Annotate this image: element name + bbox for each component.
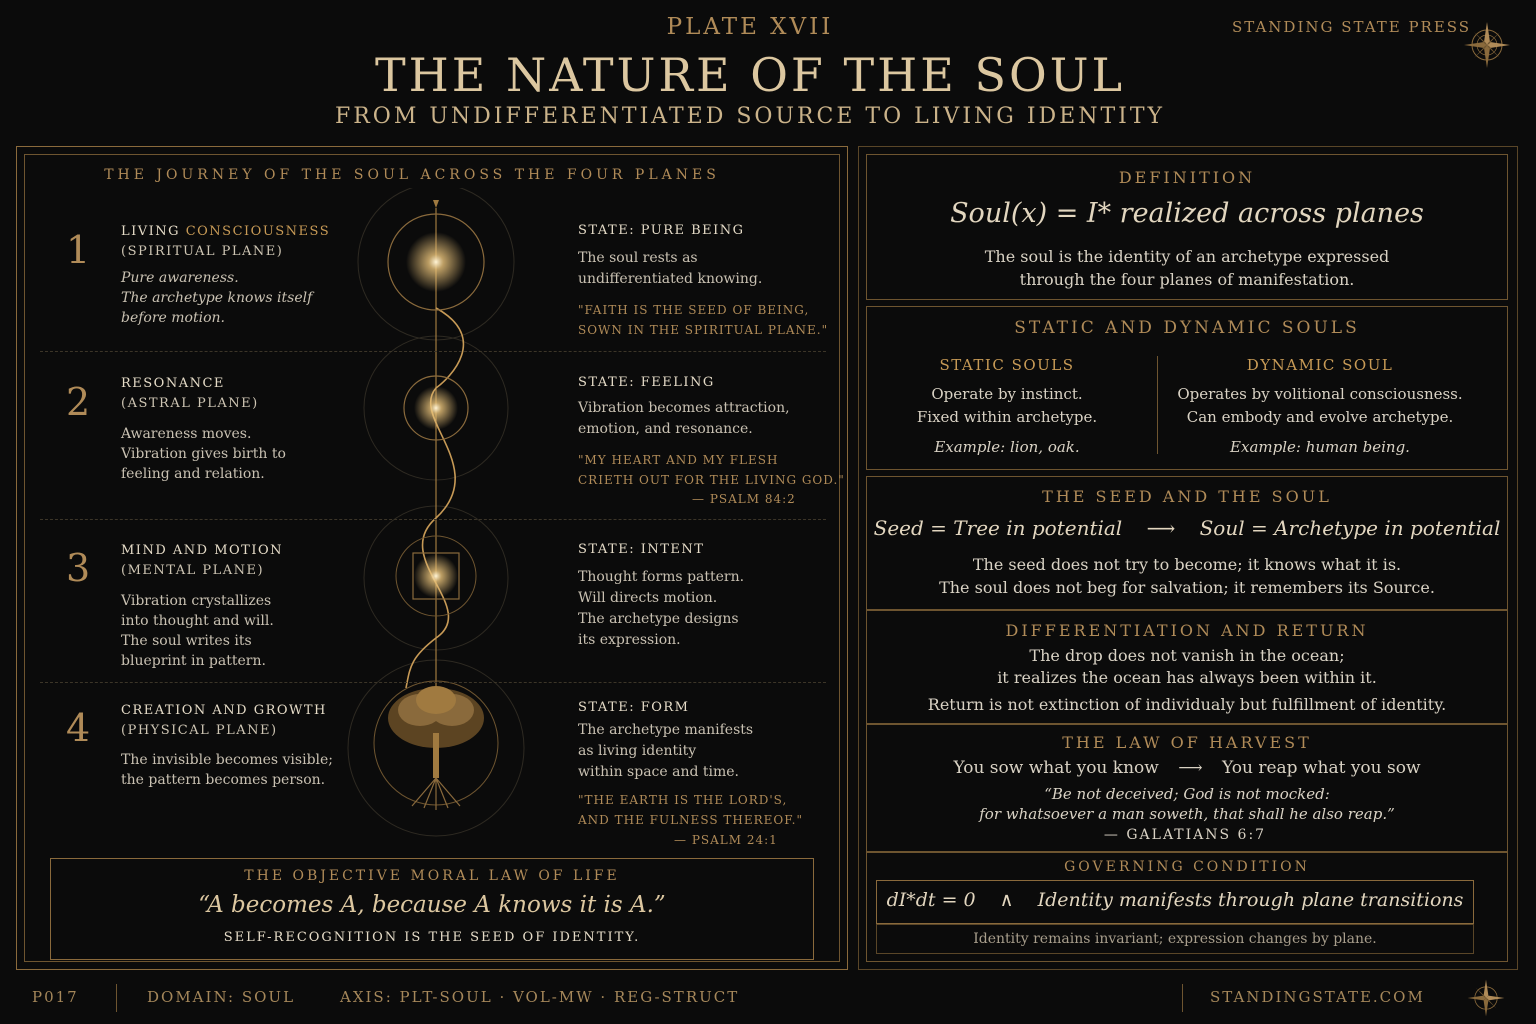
plane-divider bbox=[40, 351, 826, 352]
footer-separator bbox=[116, 984, 117, 1012]
state-desc-line: undifferentiated knowing. bbox=[578, 271, 763, 287]
harvest-heading: THE LAW OF HARVEST bbox=[1062, 733, 1312, 752]
seed-formula-right: Soul = Archetype in potential bbox=[1199, 516, 1501, 540]
static-dynamic-heading: STATIC AND DYNAMIC SOULS bbox=[1014, 318, 1360, 338]
plane-number-3: 3 bbox=[66, 546, 91, 590]
governing-formula-right: Identity manifests through plane transitions bbox=[1037, 889, 1464, 911]
definition-text bbox=[866, 245, 1508, 291]
state-desc-3 bbox=[578, 567, 744, 651]
plane-desc-3-line: blueprint in pattern. bbox=[121, 653, 266, 669]
plane-desc-1-line: Pure awareness. bbox=[121, 270, 239, 286]
plate-number: PLATE XVII bbox=[666, 14, 834, 40]
arrow-right-icon: ⟶ bbox=[1178, 758, 1203, 778]
plane-divider bbox=[40, 682, 826, 683]
dynamic-soul-example: Example: human being. bbox=[1230, 438, 1410, 456]
dynamic-soul-line: Operates by volitional consciousness. bbox=[1177, 385, 1463, 403]
moral-law-footer: SELF-RECOGNITION IS THE SEED OF IDENTITY. bbox=[223, 930, 641, 945]
plane-divider bbox=[40, 519, 826, 520]
tree-of-life-icon bbox=[388, 686, 484, 810]
static-souls-line: Fixed within archetype. bbox=[916, 408, 1098, 426]
quote-line: "MY HEART AND MY FLESH bbox=[578, 453, 779, 467]
plane-desc-1-line: The archetype knows itself bbox=[121, 290, 313, 306]
seed-soul-text bbox=[866, 553, 1508, 599]
compass-rose-icon bbox=[1462, 20, 1512, 70]
seed-soul-line: The seed does not try to become; it knows what it is. bbox=[972, 555, 1402, 574]
plane-desc-1 bbox=[121, 268, 312, 328]
moral-law-heading: THE OBJECTIVE MORAL LAW OF LIFE bbox=[244, 868, 620, 884]
plane-desc-2-line: Vibration gives birth to bbox=[121, 446, 286, 462]
harvest-quote-line: for whatsoever a man soweth, that shall he also reap.” bbox=[979, 805, 1395, 823]
static-souls-title: STATIC SOULS bbox=[939, 356, 1075, 374]
plane-title-2 bbox=[121, 374, 259, 414]
harvest-quote-line: “Be not deceived; God is not mocked: bbox=[1044, 785, 1330, 803]
page-title: THE NATURE OF THE SOUL bbox=[374, 48, 1126, 102]
publisher-label: STANDING STATE PRESS bbox=[1232, 18, 1472, 36]
moral-law-quote: “A becomes A, because A knows it is A.” bbox=[198, 892, 666, 918]
plane-title-1-a: LIVING bbox=[121, 224, 186, 239]
state-desc-4 bbox=[578, 720, 753, 783]
plane-title-3 bbox=[121, 541, 283, 581]
differentiation-heading: DIFFERENTIATION AND RETURN bbox=[1005, 621, 1369, 640]
plane-subtitle-1: (SPIRITUAL PLANE) bbox=[121, 244, 284, 259]
state-desc-line: The soul rests as bbox=[578, 250, 698, 266]
plane-number-2: 2 bbox=[66, 380, 91, 424]
state-desc-line: as living identity bbox=[578, 743, 697, 759]
plane-desc-1-line: before motion. bbox=[121, 310, 225, 326]
quote-line: SOWN IN THE SPIRITUAL PLANE." bbox=[578, 323, 829, 337]
quote-1 bbox=[578, 300, 828, 340]
plane-desc-4-line: the pattern becomes person. bbox=[121, 772, 326, 788]
static-souls-example: Example: lion, oak. bbox=[934, 438, 1080, 456]
harvest-left: You sow what you know bbox=[953, 758, 1159, 778]
dynamic-soul-column bbox=[1170, 354, 1470, 459]
footer-site-link[interactable]: STANDINGSTATE.COM bbox=[1210, 988, 1425, 1006]
harvest-formula bbox=[866, 757, 1508, 780]
sun-star-icon bbox=[406, 232, 466, 292]
citation-2: — PSALM 84:2 bbox=[692, 492, 796, 506]
plane-title-3-text: MIND AND MOTION bbox=[121, 543, 284, 558]
quote-4 bbox=[578, 790, 803, 830]
harvest-quote bbox=[866, 784, 1508, 824]
plane-title-2-text: RESONANCE bbox=[121, 376, 225, 391]
dynamic-soul-line: Can embody and evolve archetype. bbox=[1186, 408, 1454, 426]
footer-axis: AXIS: PLT-SOUL · VOL-MW · REG-STRUCT bbox=[340, 988, 740, 1006]
plane-desc-2-line: Awareness moves. bbox=[121, 426, 252, 442]
compass-rose-icon bbox=[1466, 978, 1506, 1018]
state-desc-line: The archetype manifests bbox=[578, 722, 754, 738]
differentiation-line: it realizes the ocean has always been within it. bbox=[997, 668, 1377, 687]
plane-desc-4-line: The invisible becomes visible; bbox=[121, 752, 334, 768]
state-desc-1 bbox=[578, 248, 762, 290]
state-desc-line: The archetype designs bbox=[578, 611, 739, 627]
governing-formula bbox=[876, 889, 1474, 911]
plane-number-1: 1 bbox=[66, 228, 91, 272]
state-desc-line: Will directs motion. bbox=[578, 590, 718, 606]
governing-formula-left: dI*dt = 0 bbox=[886, 889, 976, 911]
definition-line: The soul is the identity of an archetype expressed bbox=[984, 247, 1390, 266]
arrow-right-icon: ⟶ bbox=[1146, 516, 1176, 540]
plane-title-1 bbox=[121, 222, 330, 262]
footer-code: P017 bbox=[32, 988, 79, 1006]
quote-line: "THE EARTH IS THE LORD'S, bbox=[578, 793, 788, 807]
state-desc-line: within space and time. bbox=[578, 764, 740, 780]
column-divider bbox=[1157, 356, 1158, 454]
plane-subtitle-2: (ASTRAL PLANE) bbox=[121, 396, 259, 411]
quote-2 bbox=[578, 450, 845, 490]
quote-line: "FAITH IS THE SEED OF BEING, bbox=[578, 303, 810, 317]
footer-separator bbox=[1182, 984, 1183, 1012]
plane-desc-3 bbox=[121, 591, 274, 671]
harvest-right: You reap what you sow bbox=[1222, 758, 1421, 778]
plane-desc-2-line: feeling and relation. bbox=[121, 466, 265, 482]
plane-subtitle-4: (PHYSICAL PLANE) bbox=[121, 723, 278, 738]
differentiation-text bbox=[866, 645, 1508, 689]
state-desc-line: Vibration becomes attraction, bbox=[578, 400, 790, 416]
logical-and-operator: ∧ bbox=[999, 889, 1014, 911]
state-desc-line: Thought forms pattern. bbox=[578, 569, 745, 585]
definition-line: through the four planes of manifestation. bbox=[1019, 270, 1355, 289]
state-desc-line: its expression. bbox=[578, 632, 681, 648]
state-2: STATE: FEELING bbox=[578, 375, 715, 390]
plane-title-4 bbox=[121, 701, 327, 741]
journey-heading: THE JOURNEY OF THE SOUL ACROSS THE FOUR PLANES bbox=[104, 167, 720, 183]
state-1: STATE: PURE BEING bbox=[578, 223, 745, 238]
plane-desc-2 bbox=[121, 424, 286, 484]
plane-desc-3-line: into thought and will. bbox=[121, 613, 274, 629]
plane-number-4: 4 bbox=[66, 706, 91, 750]
quote-line: CRIETH OUT FOR THE LIVING GOD." bbox=[578, 473, 845, 487]
seed-soul-heading: THE SEED AND THE SOUL bbox=[1042, 487, 1332, 506]
definition-formula: Soul(x) = I* realized across planes bbox=[950, 198, 1424, 229]
differentiation-line: The drop does not vanish in the ocean; bbox=[1029, 646, 1345, 665]
dynamic-soul-title: DYNAMIC SOUL bbox=[1246, 356, 1394, 374]
static-souls-column bbox=[876, 354, 1138, 459]
governing-note: Identity remains invariant; expression changes by plane. bbox=[973, 931, 1377, 947]
plane-subtitle-3: (MENTAL PLANE) bbox=[121, 563, 265, 578]
quote-line: AND THE FULNESS THEREOF." bbox=[578, 813, 804, 827]
state-desc-2 bbox=[578, 398, 790, 440]
state-desc-line: emotion, and resonance. bbox=[578, 421, 753, 437]
differentiation-text2: Return is not extinction of individualy but fulfillment of identity. bbox=[927, 695, 1447, 714]
seed-formula-left: Seed = Tree in potential bbox=[873, 516, 1123, 540]
static-souls-line: Operate by instinct. bbox=[931, 385, 1083, 403]
citation-4: — PSALM 24:1 bbox=[674, 833, 778, 847]
page-subtitle: FROM UNDIFFERENTIATED SOURCE TO LIVING IDENTITY bbox=[334, 104, 1166, 129]
harvest-citation: — GALATIANS 6:7 bbox=[1103, 827, 1267, 843]
plane-desc-4 bbox=[121, 750, 333, 790]
governing-heading: GOVERNING CONDITION bbox=[1064, 859, 1310, 875]
definition-heading: DEFINITION bbox=[1118, 168, 1256, 187]
plane-desc-3-line: The soul writes its bbox=[121, 633, 252, 649]
footer-domain: DOMAIN: SOUL bbox=[147, 988, 296, 1006]
state-3: STATE: INTENT bbox=[578, 542, 705, 557]
plane-desc-3-line: Vibration crystallizes bbox=[121, 593, 272, 609]
plane-title-4-text: CREATION AND GROWTH bbox=[121, 703, 327, 718]
plane-title-1-b: CONSCIOUSNESS bbox=[185, 224, 331, 239]
seed-soul-line: The soul does not beg for salvation; it remembers its Source. bbox=[939, 578, 1435, 597]
soul-journey-diagram bbox=[340, 188, 540, 848]
seed-soul-formula bbox=[866, 516, 1508, 540]
state-4: STATE: FORM bbox=[578, 700, 690, 715]
